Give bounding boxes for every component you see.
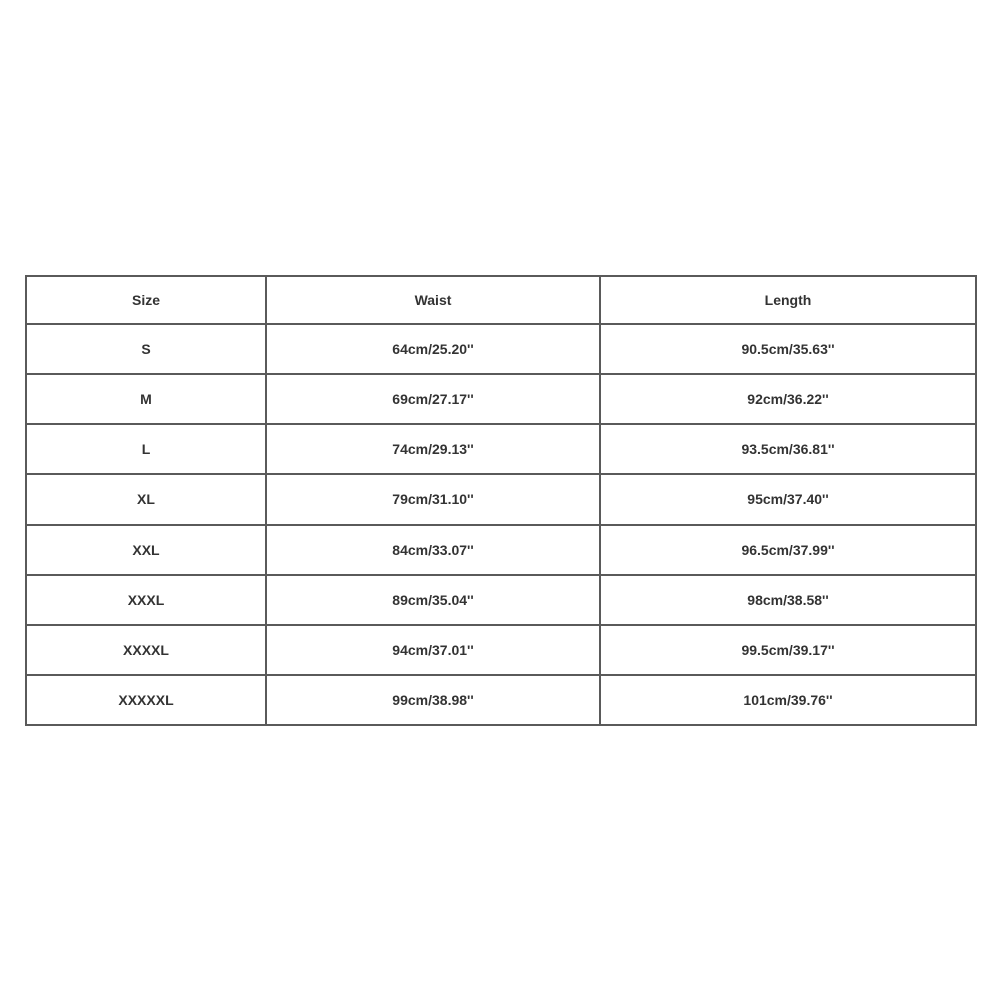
header-row bbox=[26, 276, 976, 324]
length-cell: 99.5cm/39.17'' bbox=[600, 625, 976, 675]
size-cell: L bbox=[26, 424, 266, 474]
waist-cell: 84cm/33.07'' bbox=[266, 525, 600, 575]
table-row bbox=[26, 374, 976, 424]
header-length: Length bbox=[600, 276, 976, 324]
table-row bbox=[26, 675, 976, 725]
size-cell: XXXXXL bbox=[26, 675, 266, 725]
length-cell: 96.5cm/37.99'' bbox=[600, 525, 976, 575]
table-row bbox=[26, 424, 976, 474]
size-cell: XXXL bbox=[26, 575, 266, 625]
header-waist: Waist bbox=[266, 276, 600, 324]
waist-cell: 64cm/25.20'' bbox=[266, 324, 600, 374]
length-cell: 92cm/36.22'' bbox=[600, 374, 976, 424]
length-cell: 98cm/38.58'' bbox=[600, 575, 976, 625]
waist-cell: 99cm/38.98'' bbox=[266, 675, 600, 725]
waist-cell: 74cm/29.13'' bbox=[266, 424, 600, 474]
waist-cell: 79cm/31.10'' bbox=[266, 474, 600, 524]
table-row bbox=[26, 474, 976, 524]
size-cell: S bbox=[26, 324, 266, 374]
size-cell: M bbox=[26, 374, 266, 424]
size-cell: XXL bbox=[26, 525, 266, 575]
table-row bbox=[26, 525, 976, 575]
table-row bbox=[26, 625, 976, 675]
length-cell: 101cm/39.76'' bbox=[600, 675, 976, 725]
size-cell: XL bbox=[26, 474, 266, 524]
length-cell: 95cm/37.40'' bbox=[600, 474, 976, 524]
header-size: Size bbox=[26, 276, 266, 324]
waist-cell: 94cm/37.01'' bbox=[266, 625, 600, 675]
waist-cell: 89cm/35.04'' bbox=[266, 575, 600, 625]
table-row bbox=[26, 575, 976, 625]
waist-cell: 69cm/27.17'' bbox=[266, 374, 600, 424]
table-row bbox=[26, 324, 976, 374]
length-cell: 93.5cm/36.81'' bbox=[600, 424, 976, 474]
size-cell: XXXXL bbox=[26, 625, 266, 675]
size-chart-table bbox=[25, 275, 977, 726]
length-cell: 90.5cm/35.63'' bbox=[600, 324, 976, 374]
